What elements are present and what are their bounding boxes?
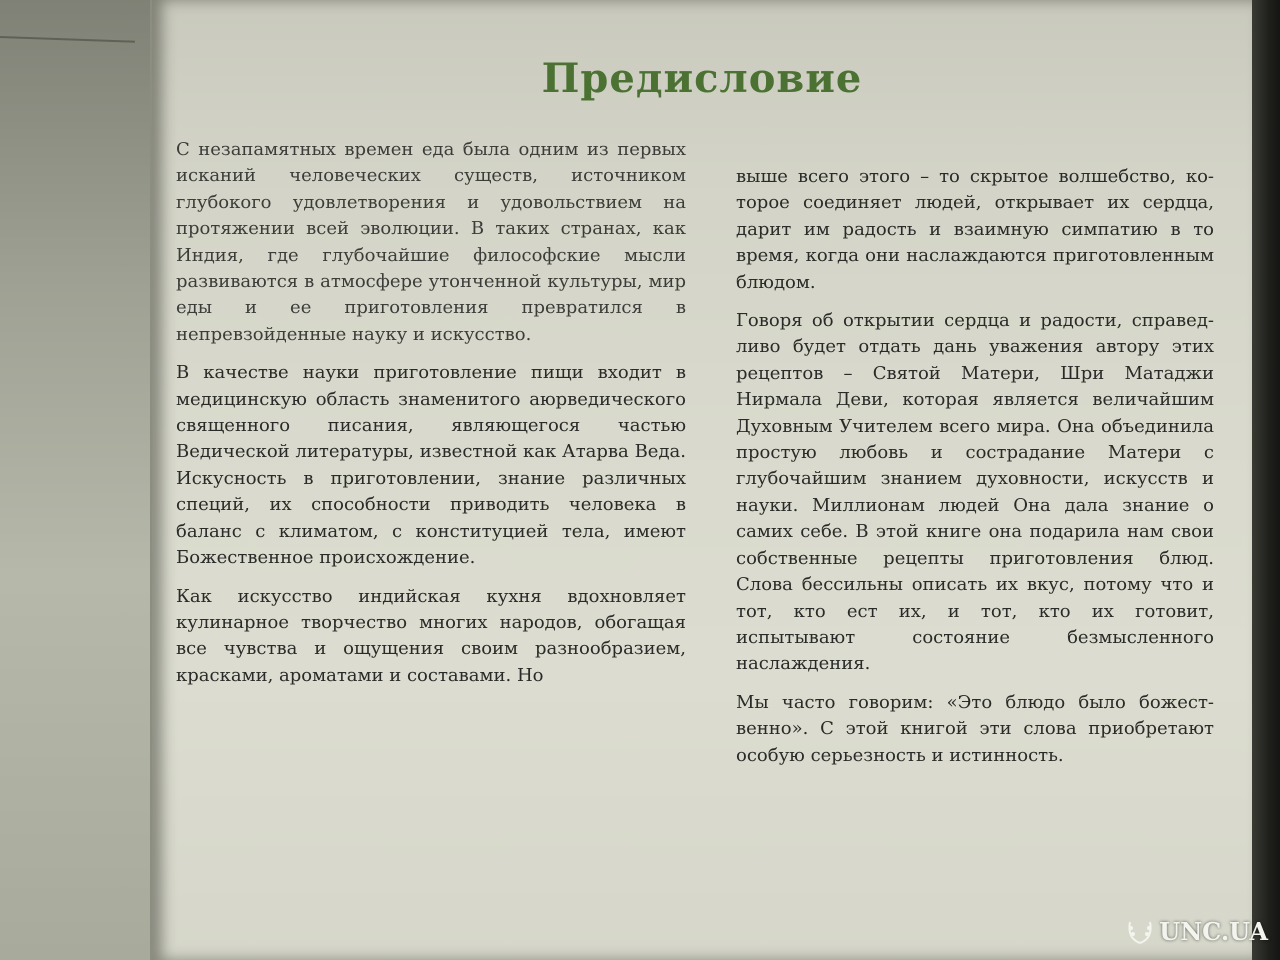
book-page — [152, 0, 1252, 960]
paragraph: В качестве науки приготовление пищи входит в медицинскую область знаменитого аюрведического священного писания, являющегося частью Ведической литературы, известной как Атарва Веда. Искусность в приготовлении, знание различных специй, их способности приводить человека в баланс с климатом, с конституцией тела, имеют Божественное происхождение. — [176, 362, 686, 569]
previous-page — [0, 0, 150, 960]
watermark-text: UNC.UA — [1159, 916, 1268, 946]
paragraph: Мы часто говорим: «Это блюдо было божественно». С этой книгой эти слова приобретают особую серьезность и истинность. — [736, 691, 1214, 766]
right-column — [736, 164, 1214, 781]
paragraph: С незапамятных времен еда была одним из первых исканий человеческих существ, источником глубокого удовлетворения и удовольствием на протяжении всей эволюции. В таких странах, как Индия, где глубочайшие философские мысли развиваются в атмосфере утонченной культуры, мир еды и ее приготовления превратился в непревзойденные науку и искусство. — [176, 139, 686, 345]
left-column — [176, 137, 686, 701]
page-title: Предисловие — [541, 55, 863, 102]
paragraph: выше всего этого – то скрытое волшебство, которое соединяет людей, открывает их сердца, дарит им радость и взаимную симпатию в то время, когда они наслаждаются приготовленным блюдом. — [736, 166, 1214, 293]
laurel-icon — [1125, 916, 1155, 946]
watermark — [1125, 916, 1268, 946]
book-edge-shadow — [1252, 0, 1280, 960]
paragraph: Как искусство индийская кухня вдохновляет кулинарное творчество многих народов, обогащая все чувства и ощущения своим разнообразием, красками, ароматами и составами. Но — [176, 585, 686, 686]
page-divider-line — [0, 36, 135, 43]
paragraph: Говоря об открытии сердца и радости, справедливо будет отдать дань уважения автору этих рецептов – Святой Матери, Шри Матаджи Нирмала Деви, которая является величайшим Духовным Учителем всего мира. Она объединила простую любовь и сострадание Матери с глубочайшим знанием духовности, искусств и науки. Миллионам людей Она дала знание о самих себе. В этой книге она подарила нам свои собственные рецепты приготовления блюд. Слова бессильны описать их вкус, потому что и тот, кто ест их, и тот, кто их готовит, испытывают состояние безмысленного наслаждения. — [736, 310, 1214, 675]
